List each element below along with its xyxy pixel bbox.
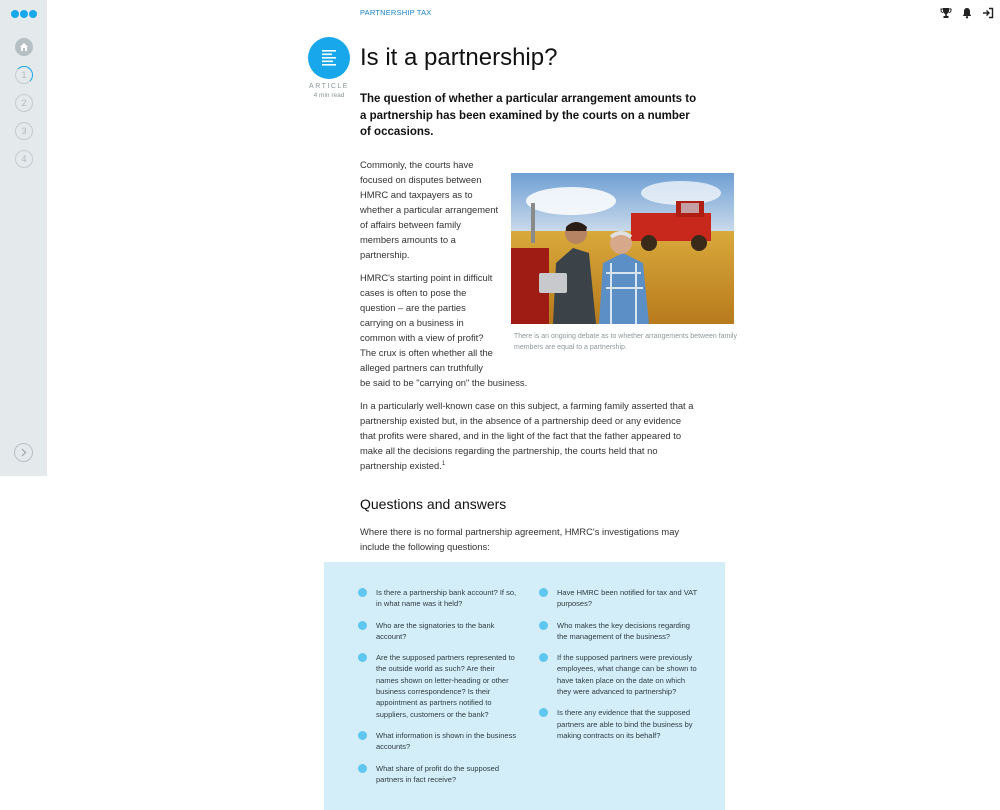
expand-sidebar-button[interactable] bbox=[14, 443, 33, 462]
article-badge bbox=[308, 37, 350, 79]
nav-step-label: 4 bbox=[21, 154, 27, 164]
question-item: Who are the signatories to the bank account? bbox=[358, 620, 518, 643]
page-title: Is it a partnership? bbox=[360, 44, 558, 71]
paragraph-2-end: be said to be "carrying on" the business. bbox=[360, 377, 528, 388]
exit-icon[interactable] bbox=[982, 7, 994, 19]
sidebar bbox=[0, 0, 47, 476]
nav-step-1[interactable] bbox=[15, 66, 33, 84]
questions-left-column bbox=[358, 587, 518, 795]
app-logo[interactable] bbox=[11, 9, 37, 19]
question-item: Are the supposed partners represented to the outside world as such? Are their names shown on letter-heading or other business correspondence? Is their appointment as partners notified to suppliers, customers or the bank? bbox=[358, 652, 518, 720]
question-item: What share of profit do the supposed partners in fact receive? bbox=[358, 763, 518, 786]
read-time: 4 min read bbox=[313, 92, 345, 99]
paragraph-3-text: In a particularly well-known case on this subject, a farming family asserted that a partnership existed but, in the absence of a partnership deed or any evidence that profits were shared, and in the light of the fact that the father appeared to make all the decisions regarding the partnership, the courts held that no partnership existed. bbox=[360, 400, 694, 471]
nav-step-label: 2 bbox=[21, 98, 27, 108]
trophy-icon[interactable] bbox=[940, 7, 952, 19]
question-item: Have HMRC been notified for tax and VAT purposes? bbox=[539, 587, 699, 610]
article-image bbox=[511, 173, 734, 324]
question-item: What information is shown in the business accounts? bbox=[358, 730, 518, 753]
footnote-ref[interactable]: 1 bbox=[441, 460, 446, 467]
question-item: Is there any evidence that the supposed partners are able to bind the business by making contracts on its behalf? bbox=[539, 707, 699, 741]
header-actions bbox=[940, 7, 994, 21]
question-item: Who makes the key decisions regarding the management of the business? bbox=[539, 620, 699, 643]
article-type-label: ARTICLE bbox=[309, 83, 349, 90]
questions-right-column bbox=[539, 587, 699, 751]
image-caption: There is an ongoing debate as to whether arrangements between family members are equal to a partnership. bbox=[514, 333, 737, 351]
farm-photo bbox=[511, 173, 734, 324]
bell-icon[interactable] bbox=[961, 7, 973, 19]
article-lines-icon bbox=[308, 37, 350, 79]
chevron-right-icon bbox=[15, 444, 32, 461]
home-button[interactable] bbox=[15, 38, 33, 56]
question-item: Is there a partnership bank account? If so, in what name was it held? bbox=[358, 587, 518, 610]
nav-step-3[interactable] bbox=[15, 122, 33, 140]
home-icon bbox=[19, 42, 29, 52]
section-title: Questions and answers bbox=[360, 496, 507, 512]
questions-panel bbox=[324, 562, 725, 810]
nav-step-label: 3 bbox=[21, 126, 27, 136]
question-item: If the supposed partners were previously employees, what change can be shown to have taken place on the date on which they were advanced to partnership? bbox=[539, 652, 699, 697]
article-lead: The question of whether a particular arrangement amounts to a partnership has been examined by the courts on a number of occasions. bbox=[360, 93, 697, 138]
paragraph-3 bbox=[360, 398, 695, 473]
paragraph-2-text: HMRC's starting point in difficult cases is often to pose the question – are the parties carrying on a business in common with a view of profit? The crux is often whether all the alleged partners can truthfully bbox=[360, 272, 493, 373]
paragraph-2 bbox=[360, 270, 540, 390]
nav-step-2[interactable] bbox=[15, 94, 33, 112]
paragraph-1: Commonly, the courts have focused on disputes between HMRC and taxpayers as to whether a particular arrangement of affairs between family members amounts to a partnership. bbox=[360, 159, 499, 260]
paragraph-4: Where there is no formal partnership agreement, HMRC's investigations may include the following questions: bbox=[360, 526, 680, 552]
nav-step-4[interactable] bbox=[15, 150, 33, 168]
breadcrumb[interactable]: PARTNERSHIP TAX bbox=[360, 8, 432, 17]
nav-step-label: 1 bbox=[21, 70, 27, 80]
